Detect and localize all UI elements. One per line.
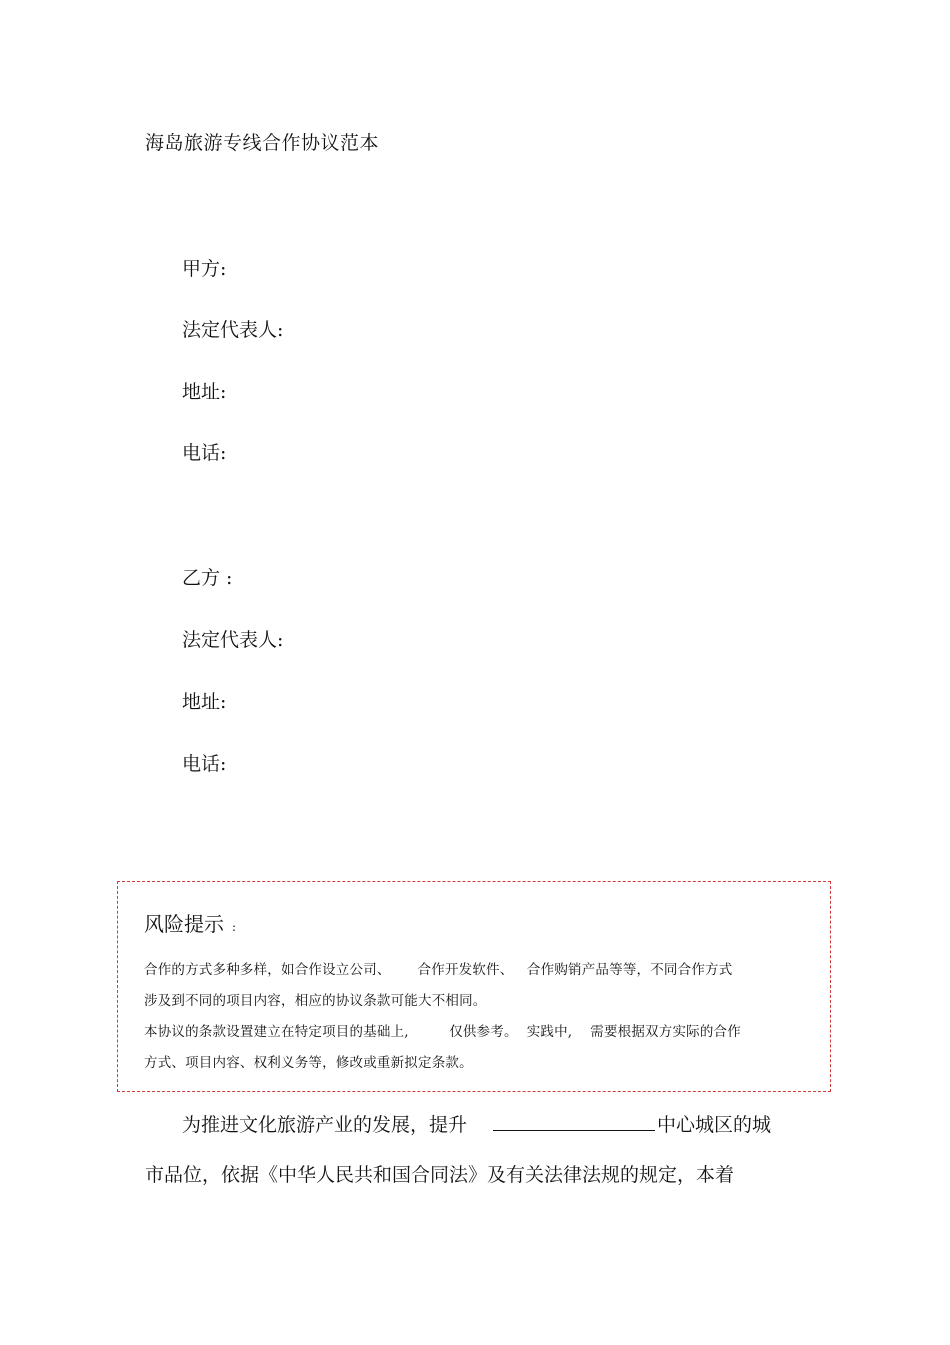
risk-notice-title-row	[144, 908, 236, 937]
risk-notice-line: 本协议的条款设置建立在特定项目的基础上, 仅供参考。 实践中, 需要根据双方实际的合作	[144, 1024, 741, 1040]
party-b-address-label: 地址:	[182, 691, 227, 713]
risk-notice-box	[117, 881, 831, 1092]
party-a-representative-label: 法定代表人:	[182, 319, 284, 341]
body-para1-start: 为推进文化旅游产业的发展，提升	[182, 1114, 468, 1136]
city-blank-field[interactable]	[493, 1114, 655, 1131]
party-a-name-label: 甲方:	[182, 258, 227, 280]
body-paragraph-line: 市品位，依据《中华人民共和国合同法》及有关法律法规的规定，本着	[145, 1164, 735, 1186]
risk-notice-title: 风险提示	[144, 912, 224, 936]
risk-notice-title-colon: :	[232, 920, 237, 934]
risk-notice-line: 方式、项目内容、权利义务等，修改或重新拟定条款。	[144, 1055, 473, 1071]
party-b-phone-label: 电话:	[182, 753, 227, 775]
body-para1-end: 中心城区的城	[657, 1114, 772, 1136]
party-a-phone-label: 电话:	[182, 442, 227, 464]
risk-notice-line: 合作的方式多种多样，如合作设立公司、 合作开发软件、 合作购销产品等等，不同合作方式	[144, 962, 733, 978]
risk-notice-line: 涉及到不同的项目内容，相应的协议条款可能大不相同。	[144, 993, 487, 1009]
body-paragraph-line	[182, 1110, 771, 1137]
document-title: 海岛旅游专线合作协议范本	[145, 132, 380, 154]
party-a-address-label: 地址:	[182, 381, 227, 403]
party-b-name-label: 乙方 :	[182, 567, 233, 589]
party-b-representative-label: 法定代表人:	[182, 629, 284, 651]
